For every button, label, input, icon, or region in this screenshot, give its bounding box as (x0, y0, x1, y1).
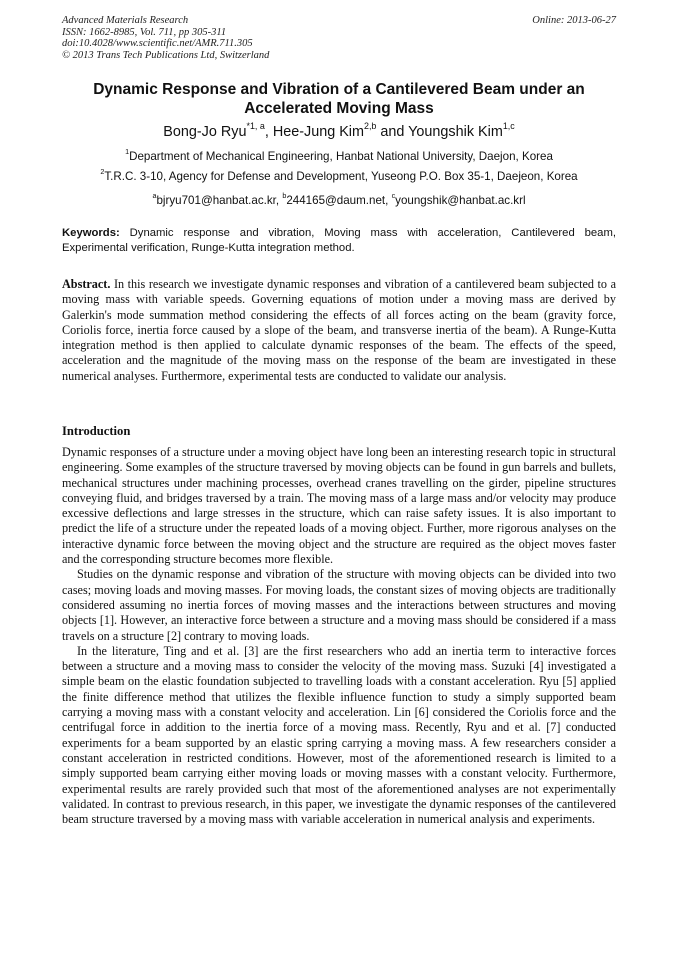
author-affiliation-mark: 1,c (502, 120, 515, 131)
author-affiliation-mark: 2,b (364, 120, 377, 131)
keywords-text: Dynamic response and vibration, Moving mass with acceleration, Cantilevered beam, Experimental verification, Runge-Kutta integration method. (62, 227, 616, 254)
email-line (62, 191, 616, 208)
author-name: Youngshik Kim (408, 124, 503, 140)
copyright-line: © 2013 Trans Tech Publications Ltd, Switzerland (62, 49, 270, 61)
affiliation-2 (62, 167, 616, 184)
email-address: 244165@daum.net, (286, 194, 392, 207)
abstract-text: In this research we investigate dynamic responses and vibration of a cantilevered beam subjected to a moving mass with variable speeds. Governing equations of motion under a moving mass are derived by Galerkin's mode summation method considering the effects of all forces acting on the beam (gravity force, Coriolis force, inertia force caused by a slope of the beam, and transverse inertia of the beam). A Runge-Kutta integration method is then applied to calculate dynamic responses of the beam. The effects of the speed, acceleration and the magnitude of the moving mass on the response of the beam are investigated in these numerical analyses. Furthermore, experimental tests are conducted to validate our analysis. (62, 277, 616, 383)
journal-name: Advanced Materials Research (62, 15, 189, 26)
email-address: youngshik@hanbat.ac.krl (395, 194, 526, 207)
keywords-label: Keywords: (62, 227, 120, 239)
author-name: Hee-Jung Kim (272, 124, 364, 140)
paper-title: Dynamic Response and Vibration of a Cantilevered Beam under an Accelerated Moving Mass (93, 81, 585, 117)
paragraph: In the literature, Ting and et al. [3] are the first researchers who add an inertia term to interactive forces between a structure and a moving mass to consider the velocity of the moving mass. Suzuki [4] investigated a simple beam on the elastic foundation subjected to travelling loads with a constant acceleration. Ryu [5] applied the finite difference method that utilizes the flexible influence function to study a simply supported beam carrying a moving mass with a constant velocity and acceleration. Lin [6] considered the Coriolis force and the centrifugal force in addition to the inertia force of a moving mass. Recently, Ryu and et al. [7] conducted experiments for a beam supported by an elastic spring carrying a moving mass. A few researchers consider a constant acceleration in restricted conditions. However, most of the aforementioned research is limited to a simply supported beam carrying either moving loads or moving masses with a constant velocity. Furthermore, experimental results are rarely provided such that most of the aforementioned analyses are not experimentally validated. In contrast to previous research, in this paper, we investigate the dynamic responses of the cantilevered beam structure traversed by a moving mass with variable acceleration in numerical analysis and experiments. (62, 643, 616, 827)
keywords-block (62, 226, 616, 255)
affiliation-1 (62, 147, 616, 164)
abstract-block (62, 277, 616, 384)
author-list (62, 120, 616, 141)
abstract-label: Abstract. (62, 277, 111, 291)
affiliation-mark: 1 (125, 147, 130, 157)
author-separator: , (264, 124, 273, 140)
paragraph: Dynamic responses of a structure under a moving object have long been an interesting research topic in structural engineering. Some examples of the structure traversed by moving objects can be found in gun barrels and bullets, mechanical structures under machining processes, overhead cranes travelling on the girder, pipeline structures conveying fluid, and bridges traversed by a train. The moving mass of a large mass and/or velocity may produce excessive deflections and large stresses in the structure, which can raise safety issues. It is also important to predict the life of a structure under the repeated loads of a moving object. Further, more rigorous analyses on the interactive dynamic force between the moving object and the structure are required as the object moves faster and the corresponding structure becomes more flexible. (62, 445, 616, 567)
email-address: bjryu701@hanbat.ac.kr, (156, 194, 283, 207)
paragraph: Studies on the dynamic response and vibration of the structure with moving objects can be divided into two cases; moving loads and moving masses. For moving loads, the constant sizes of moving objects are traditionally considered assuming no inertia forces of moving masses and the interactions between structures and moving objects [1]. However, an interactive force between a structure and a moving mass should be considered if a mass travels on a structure [2] contrary to moving loads. (62, 567, 616, 643)
journal-header (62, 15, 616, 61)
email-mark: c (391, 191, 396, 201)
affiliation-text: T.R.C. 3-10, Agency for Defense and Development, Yuseong P.O. Box 35-1, Daejeon, Korea (104, 170, 578, 183)
author-affiliation-mark: *1, a (246, 120, 265, 131)
affiliation-mark: 2 (100, 167, 105, 177)
author-name: Bong-Jo Ryu (163, 124, 247, 140)
issn-line: ISSN: 1662-8985, Vol. 711, pp 305-311 (62, 26, 227, 38)
author-separator: and (376, 124, 409, 140)
affiliation-text: Department of Mechanical Engineering, Hanbat National University, Daejon, Korea (129, 150, 553, 163)
online-date: Online: 2013-06-27 (532, 15, 616, 26)
introduction-body (62, 445, 616, 827)
email-mark: a (152, 191, 157, 201)
section-heading: Introduction (62, 424, 131, 438)
doi-line: doi:10.4028/www.scientific.net/AMR.711.305 (62, 38, 253, 50)
email-mark: b (282, 191, 287, 201)
